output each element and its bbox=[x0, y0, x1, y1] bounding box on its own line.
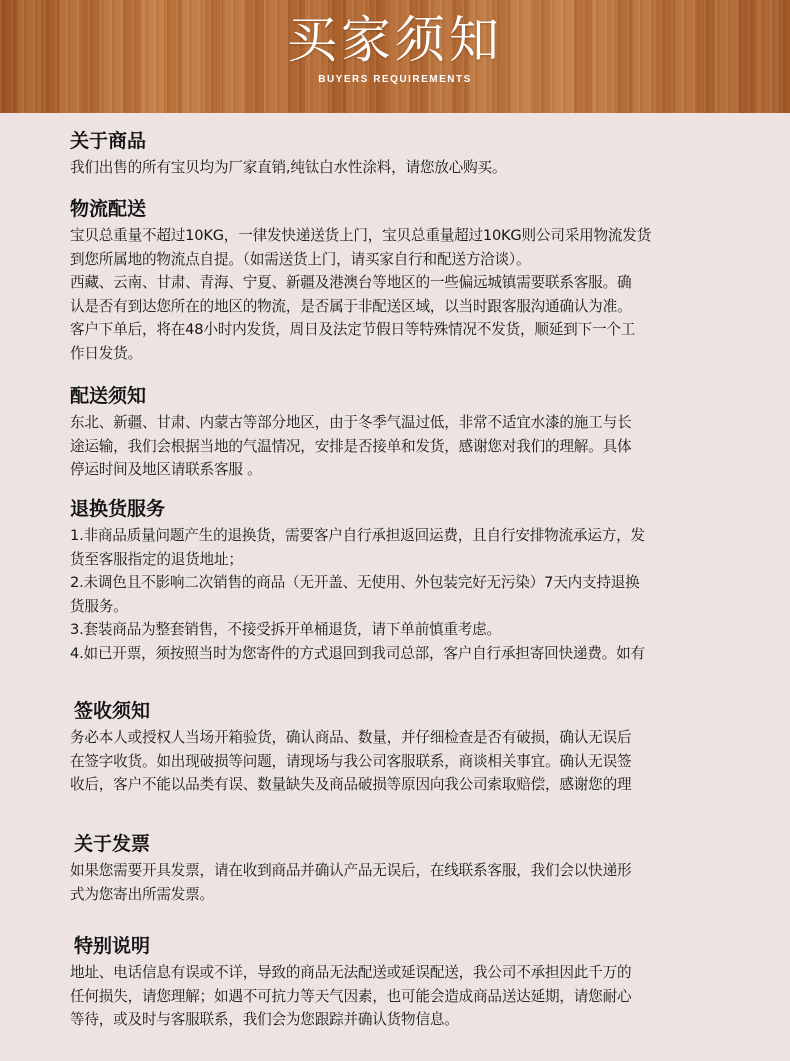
section-heading: 物流配送 bbox=[70, 198, 147, 220]
section-logistics bbox=[70, 196, 740, 365]
section-return-service bbox=[70, 496, 740, 665]
section-text: 地址、电话信息有误或不详，导致的商品无法配送或延误配送，我公司不承担因此千万的 任何损失，请您理解；如遇不可抗力等天气因素，也可能会造成商品送达延期，请您耐心 等待，或及时与客服联系，我们会为您跟踪并确认货物信息。 bbox=[70, 964, 632, 1028]
section-heading: 特别说明 bbox=[74, 935, 151, 957]
section-heading: 关于发票 bbox=[74, 833, 151, 855]
section-about-product bbox=[70, 128, 740, 180]
banner-subtitle: BUYERS REQUIREMENTS bbox=[318, 74, 472, 85]
section-text: 我们出售的所有宝贝均为厂家直销,纯钛白水性涂料，请您放心购买。 bbox=[70, 159, 507, 176]
notice-content bbox=[0, 113, 790, 1061]
section-special-note bbox=[70, 933, 744, 1032]
section-heading: 签收须知 bbox=[74, 700, 151, 722]
section-heading: 退换货服务 bbox=[70, 498, 166, 520]
banner-title: 买家须知 bbox=[287, 11, 503, 69]
section-delivery-notice bbox=[70, 383, 740, 482]
section-text: 东北、新疆、甘肃、内蒙古等部分地区，由于冬季气温过低，非常不适宜水漆的施工与长 途运输，我们会根据当地的气温情况，安排是否接单和发货，感谢您对我们的理解。具体 停运时间及地区请联系客服 。 bbox=[70, 414, 632, 478]
section-text: 宝贝总重量不超过10KG，一律发快递送货上门，宝贝总重量超过10KG则公司采用物流发货 到您所属地的物流点自提。（如需送货上门，请买家自行和配送方洽谈）。 西藏、云南、甘肃、青海、宁夏、新疆及港澳台等地区的一些偏远城镇需要联系客服。确 认是否有到达您所在的地区的物流，是否属于非配送区域，以当时跟客服沟通确认为准。 客户下单后，将在48小时内发货，周日及法定节假日等特殊情况不发货，顺延到下一个工 作日发货。 bbox=[70, 227, 652, 362]
section-text: 如果您需要开具发票，请在收到商品并确认产品无误后，在线联系客服，我们会以快递形 式为您寄出所需发票。 bbox=[70, 862, 632, 903]
section-text: 1.非商品质量问题产生的退换货，需要客户自行承担返回运费，且自行安排物流承运方，发 货至客服指定的退货地址； 2.未调色且不影响二次销售的商品（无开盖、无使用、外包装完好无污染）7天内支持退换 货服务。 3.套装商品为整套销售，不接受拆开单桶退货，请下单前慎重考虑。 4.如已开票，须按照当时为您寄件的方式退回到我司总部，客户自行承担寄回快递费。如有 bbox=[70, 527, 645, 662]
section-sign-notice bbox=[70, 698, 744, 797]
section-invoice bbox=[70, 831, 744, 906]
header-banner bbox=[0, 0, 790, 113]
section-text: 务必本人或授权人当场开箱验货，确认商品、数量，并仔细检查是否有破损，确认无误后 在签字收货。如出现破损等问题，请现场与我公司客服联系，商谈相关事宜。确认无误签 收后，客户不能以品类有误、数量缺失及商品破损等原因向我公司索取赔偿，感谢您的理 bbox=[70, 729, 632, 793]
section-heading: 关于商品 bbox=[70, 130, 147, 152]
section-heading: 配送须知 bbox=[70, 385, 147, 407]
